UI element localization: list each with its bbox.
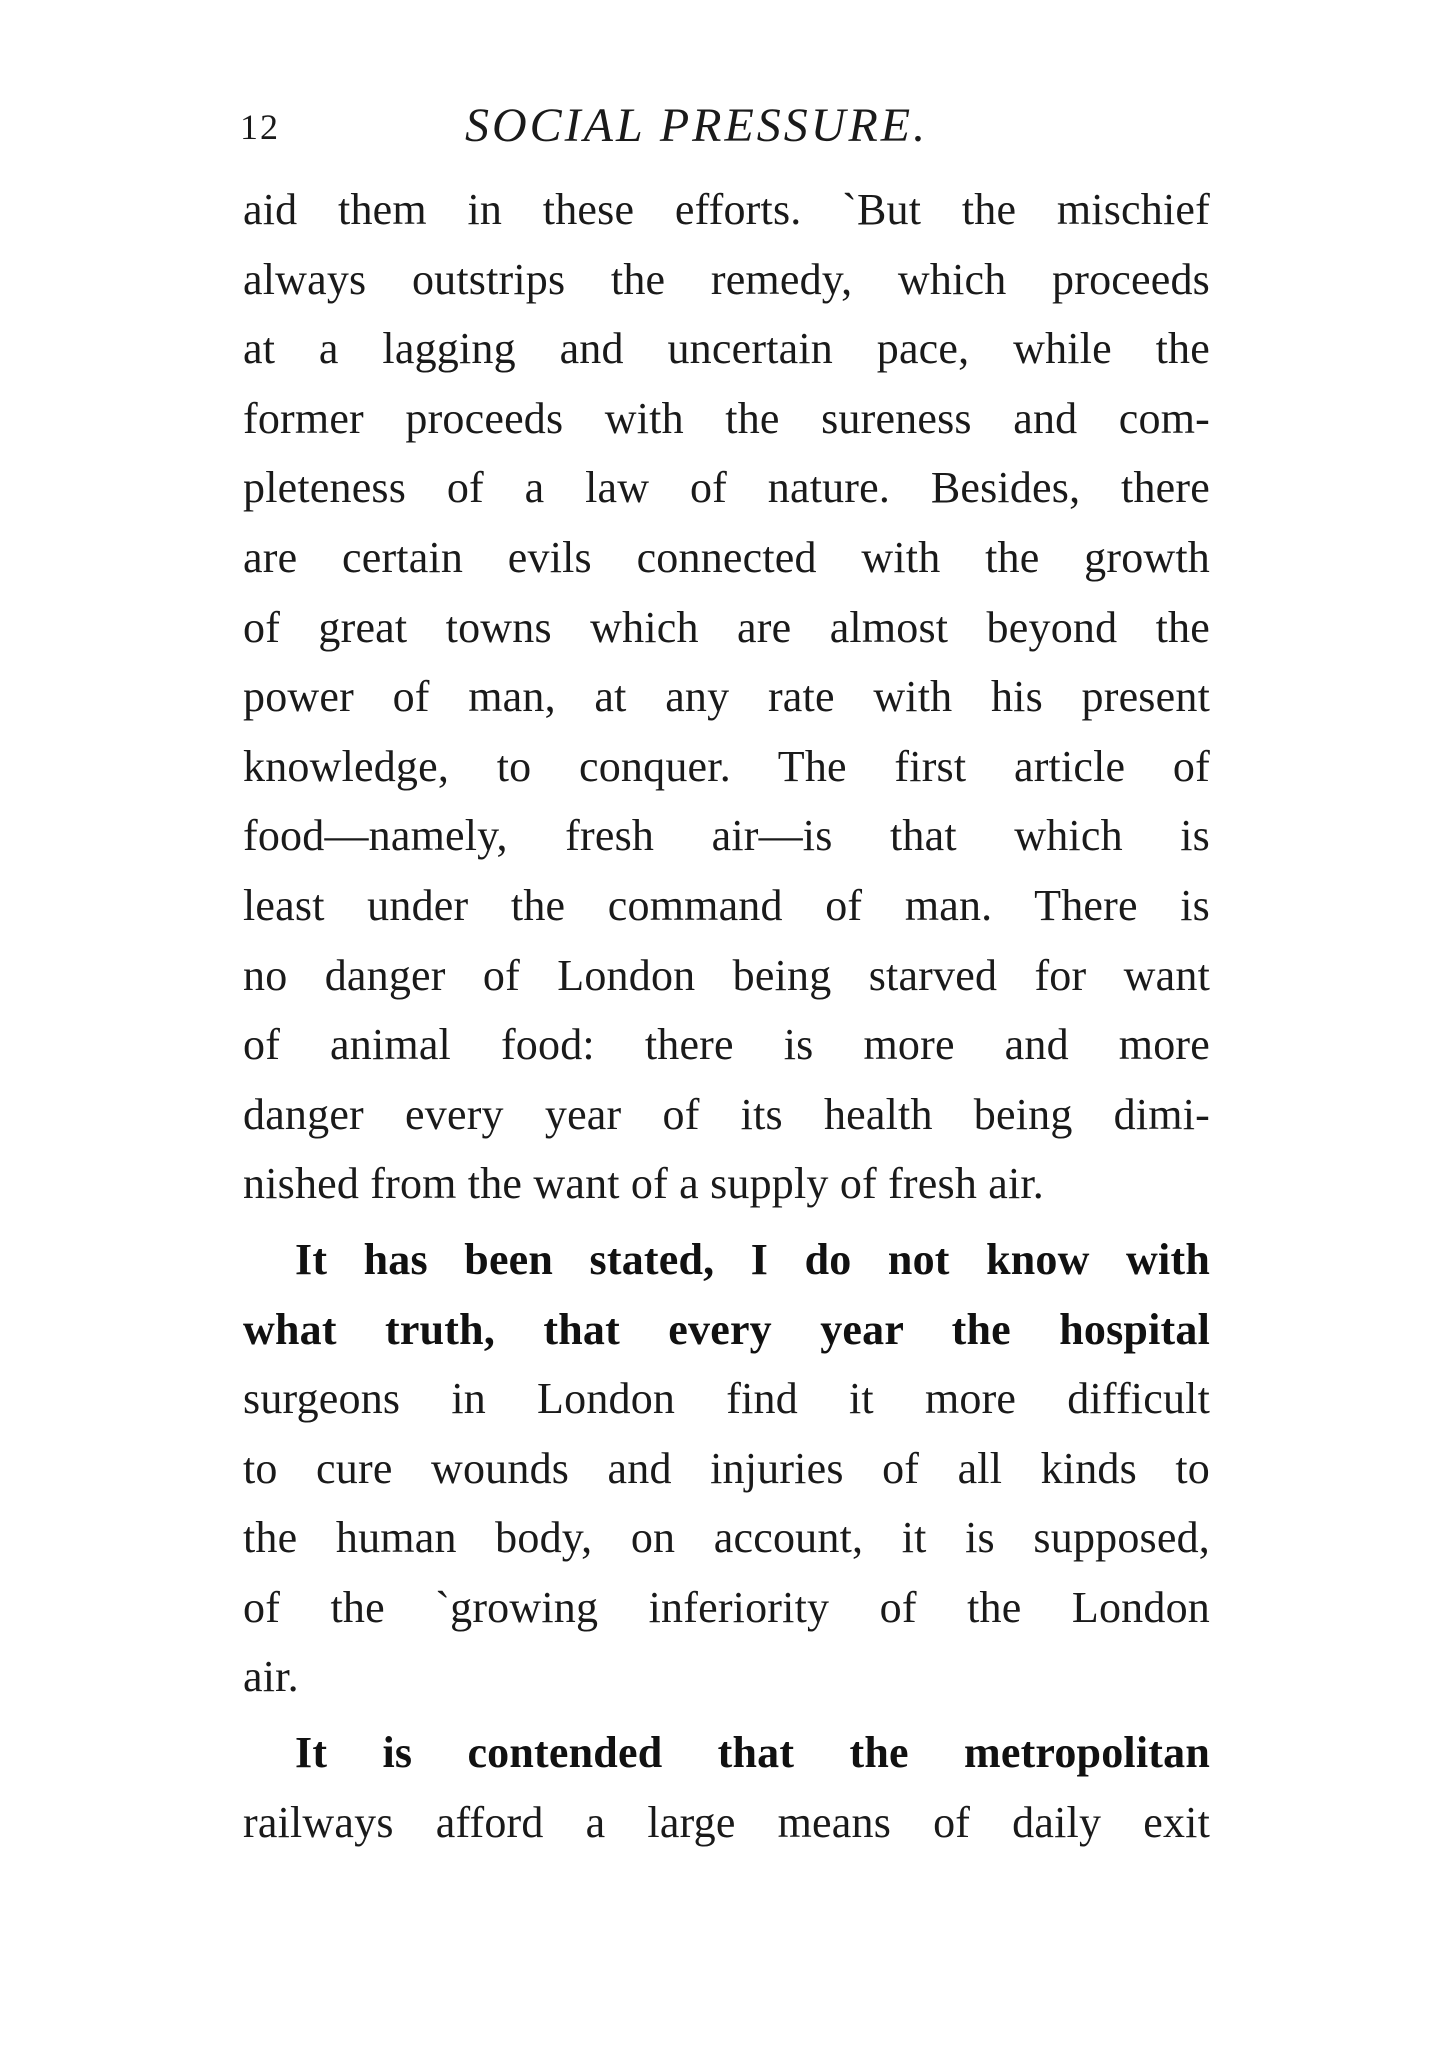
text-line: power of man, at any rate with his present bbox=[243, 672, 1210, 722]
text-line: at a lagging and uncertain pace, while the bbox=[243, 324, 1210, 374]
running-head bbox=[240, 98, 1210, 158]
text-line: nished from the want of a supply of fresh air. bbox=[243, 1159, 1045, 1209]
text-line: aid them in these efforts. `But the mischief bbox=[243, 185, 1210, 234]
paragraph-1 bbox=[243, 175, 1210, 1219]
body-text bbox=[243, 175, 1210, 1857]
text-line: It has been stated, I do not know with bbox=[295, 1234, 1210, 1284]
text-line: of animal food: there is more and more bbox=[243, 1020, 1210, 1070]
text-line: railways afford a large means of daily exit bbox=[243, 1797, 1210, 1847]
text-line: no danger of London being starved for want bbox=[243, 950, 1210, 1000]
text-line: knowledge, to conquer. The first article of bbox=[243, 741, 1210, 791]
text-line: pleteness of a law of nature. Besides, there bbox=[243, 463, 1210, 513]
text-line: food—namely, fresh air—is that which is bbox=[243, 811, 1210, 861]
text-line: of great towns which are almost beyond the bbox=[243, 602, 1210, 652]
text-line: least under the command of man. There is bbox=[243, 880, 1210, 930]
text-line: It is contended that the metropolitan bbox=[295, 1728, 1210, 1778]
text-line: surgeons in London find it more difficult bbox=[243, 1374, 1210, 1424]
paragraph-2 bbox=[243, 1225, 1210, 1712]
text-line: are certain evils connected with the growth bbox=[243, 532, 1210, 582]
paragraph-3 bbox=[243, 1718, 1210, 1857]
text-line: air. bbox=[243, 1652, 299, 1702]
text-line: what truth, that every year the hospital bbox=[243, 1304, 1210, 1354]
text-line: the human body, on account, it is supposed, bbox=[243, 1513, 1210, 1563]
running-title: SOCIAL PRESSURE. bbox=[465, 99, 929, 152]
text-line: to cure wounds and injuries of all kinds to bbox=[243, 1443, 1210, 1493]
text-line: always outstrips the remedy, which proceeds bbox=[243, 254, 1210, 304]
text-line: danger every year of its health being dimi- bbox=[243, 1089, 1210, 1139]
page-number: 12 bbox=[240, 107, 280, 147]
text-line: former proceeds with the sureness and com- bbox=[243, 393, 1210, 443]
text-line: of the `growing inferiority of the London bbox=[243, 1582, 1210, 1632]
